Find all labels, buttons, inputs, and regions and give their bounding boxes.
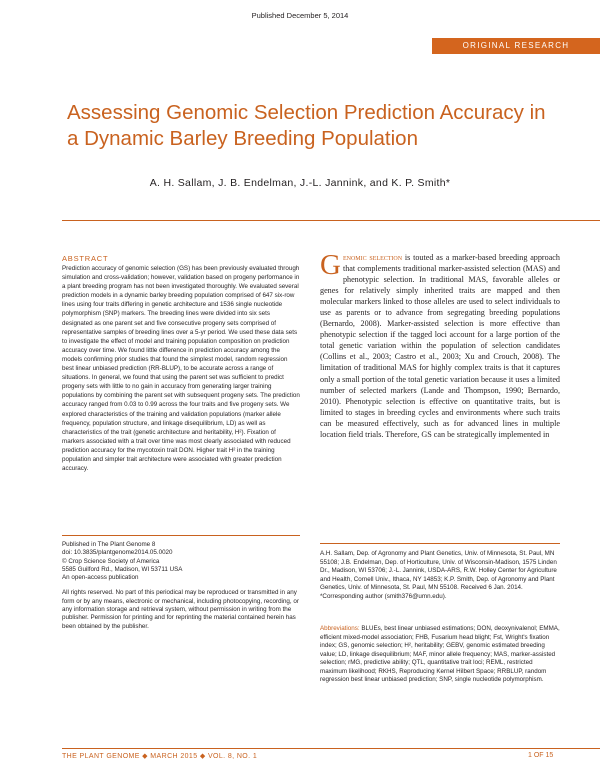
intro-text: is touted as a marker-based breeding approach that complements traditional marker-assisted selection (MAS) and phenotypic selection. In traditional MAS, favorable alleles or genes for relatively simply inherited traits are mapped and then molecular markers linked to those alleles are used to select individuals to use as parents or to advance from segregating breeding populations (Bernardo, 2008). Marker-assisted selection is more effective than phenotypic selection if the tagged loci account for a large portion of the total genetic variation within the population of selection candidates (Collins et al., 2003; Castro et al., 2003; Xu and Crouch, 2008). The limitation of traditional MAS for highly complex traits is that it captures only a small portion of the total genetic variation because it uses a limited number of selected markers (Lande and Thompson, 1990; Bernardo, 2010). Phenotypic selection is effective on quantitative traits, but is limited to stages in breeding cycles and environments where such traits can be measured effectively, such as for advanced lines in multiple location field trials. Therefore, GS can be strategically implemented in xyxy=(320,253,560,439)
published-date: Published December 5, 2014 xyxy=(251,11,349,20)
drop-cap: G xyxy=(320,249,341,281)
article-title: Assessing Genomic Selection Prediction Accuracy in a Dynamic Barley Breeding Population xyxy=(67,101,546,150)
intro-lead: enomic selection xyxy=(342,253,403,262)
abbreviations-text: BLUEs, best linear unbiased estimations; DON, deoxynivalenol; EMMA, efficient mixed-model association; FHB, Fusarium head blight; Fst, Wright's fixation index; GS, genomic selection; H², heritability; GEBV, genomic estimated breeding value; LD, linkage disequilibrium; MAF, minor allele frequency; MAS, marker-assisted selection; rMG, predictive ability; QTL, quantitative trait loci; REML, restricted maximum likelihood; RKHS, Reproducing Kernel Hilbert Space; RRBLUP, random regression best linear unbiased prediction; SNP, single nucleotide polymorphism. xyxy=(320,625,560,683)
abbreviations xyxy=(320,625,560,685)
pubinfo-address: 5585 Guilford Rd., Madison, WI 53711 USA xyxy=(62,565,183,573)
divider xyxy=(62,220,600,221)
author-list: A. H. Sallam, J. B. Endelman, J.-L. Jannink, and K. P. Smith* xyxy=(149,177,451,189)
abstract-section xyxy=(62,254,300,473)
pubinfo-copyright: © Crop Science Society of America xyxy=(62,557,160,565)
pubinfo-journal: Published in The Plant Genome 8 xyxy=(62,541,156,548)
abstract-text: Prediction accuracy of genomic selection (GS) has been previously evaluated through simulation and cross-validation; however, validation based on progeny performance in a plant breeding program has not been investigated thoroughly. We evaluated several prediction models in a dynamic barley breeding population comprised of 647 six-row lines using four traits differing in genetic architecture and 1536 single nucleotide polymorphism (SNP) markers. The breeding lines were divided into six sets designated as one parent set and five consecutive progeny sets comprised of representative samples of breeding lines over a 5-yr period. We used these data sets to investigate the effect of model and training population composition on prediction accuracy over time. We found little difference in prediction accuracy among the models confirming prior studies that found the simplest model, random regression best linear unbiased prediction (RR-BLUP), to be accurate across a range of situations. In general, we found that using the parent set was sufficient to predict progeny sets with little to no gain in accuracy from generating larger training populations by combining the parent set with subsequent progeny sets. The prediction accuracy ranged from 0.03 to 0.99 across the four traits and five progeny sets. We explored characteristics of the training and validation populations (marker allele frequency, population structure, and linkage disequilibrium, LD) as well as characteristics of the trait (genetic architecture and heritability, H²). Fixation of markers associated with a trait over time was most clearly associated with reduced prediction accuracy for the mycotoxin trait DON. Higher trait H² in the training population and simpler trait architecture were associated with greater prediction accuracy. xyxy=(62,265,300,473)
abbreviations-label: Abbreviations: xyxy=(320,625,360,632)
publication-info xyxy=(62,535,300,631)
footer-divider xyxy=(62,748,600,749)
pubinfo-access: An open-access publication xyxy=(62,574,139,582)
abstract-heading: ABSTRACT xyxy=(62,254,109,263)
intro-paragraph xyxy=(320,249,560,440)
footer-page-number: 1 OF 15 xyxy=(528,752,554,759)
author-affiliations: A.H. Sallam, Dep. of Agronomy and Plant Genetics, Univ. of Minnesota, St. Paul, MN 55108; J.B. Endelman, Dep. of Horticulture, Univ. of Wisconsin-Madison, 1575 Linden Dr., Madison, WI 53706; J.-L. Jannink, USDA-ARS, R.W. Holley Center for Agriculture and Health, Cornell Univ., Ithaca, NY 14853; K.P. Smith, Dep. of Agronomy and Plant Genetics, Univ. of Minnesota, St. Paul, MN 55108. Received 6 Jan. 2014. *Corresponding author (smith376@umn.edu). xyxy=(320,543,560,601)
rights-statement: All rights reserved. No part of this periodical may be reproduced or transmitted in any form or by any means, electronic or mechanical, including photocopying, recording, or any information storage and retrieval system, without permission in writing from the publisher. Permission for printing and for reprinting the material contained herein has been obtained by the publisher. xyxy=(62,589,299,630)
section-banner: ORIGINAL RESEARCH xyxy=(432,38,600,54)
footer-journal: THE PLANT GENOME ◆ MARCH 2015 ◆ VOL. 8, NO. 1 xyxy=(62,753,258,760)
pubinfo-doi[interactable]: doi: 10.3835/plantgenome2014.05.0020 xyxy=(62,549,173,557)
